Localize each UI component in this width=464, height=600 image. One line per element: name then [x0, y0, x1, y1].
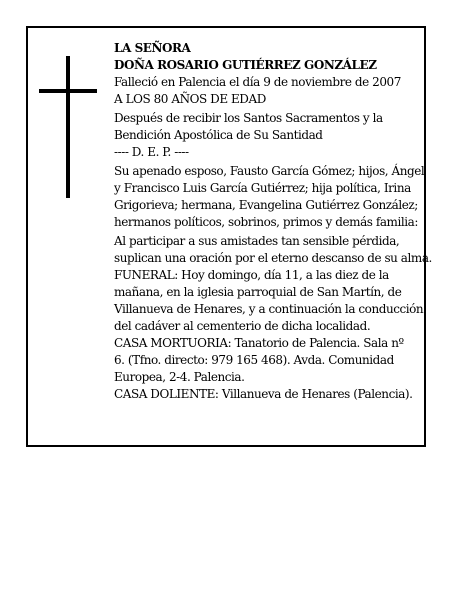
funeral-line: FUNERAL: Hoy domingo, día 11, a las diez de la	[114, 268, 389, 282]
family-line: y Francisco Luis García Gutiérrez; hija política, Irina	[114, 181, 411, 195]
cross-icon	[39, 56, 97, 198]
notice-title: LA SEÑORA	[114, 41, 191, 55]
mourning-house-line: CASA DOLIENTE: Villanueva de Henares (Palencia).	[114, 387, 413, 401]
funeral-line: Villanueva de Henares, y a continuación la conducción	[114, 302, 424, 316]
age-at-death: A LOS 80 AÑOS DE EDAD	[114, 92, 266, 106]
sacraments-line: Bendición Apostólica de Su Santidad	[114, 128, 323, 142]
notice-text	[114, 40, 432, 403]
family-line: Grigorieva; hermana, Evangelina Gutiérrez González;	[114, 198, 418, 212]
obituary-notice	[26, 26, 432, 447]
rip-line: ---- D. E. P. ----	[114, 145, 189, 159]
funeral-line: del cadáver al cementerio de dicha localidad.	[114, 319, 371, 333]
request-line: suplican una oración por el eterno descanso de su alma.	[114, 251, 432, 265]
family-line: Su apenado esposo, Fausto García Gómez; hijos, Ángel	[114, 164, 425, 178]
mortuary-line: 6. (Tfno. directo: 979 165 468). Avda. Comunidad	[114, 353, 394, 367]
death-info: Falleció en Palencia el día 9 de noviembre de 2007	[114, 75, 401, 89]
funeral-line: mañana, en la iglesia parroquial de San Martín, de	[114, 285, 402, 299]
family-line: hermanos políticos, sobrinos, primos y demás familia:	[114, 215, 418, 229]
cross-horizontal-bar	[39, 89, 97, 93]
mortuary-line: CASA MORTUORIA: Tanatorio de Palencia. Sala nº	[114, 336, 404, 350]
deceased-name: DOÑA ROSARIO GUTIÉRREZ GONZÁLEZ	[114, 58, 377, 72]
sacraments-line: Después de recibir los Santos Sacramentos y la	[114, 111, 383, 125]
request-line: Al participar a sus amistades tan sensible pérdida,	[114, 234, 400, 248]
mortuary-line: Europea, 2-4. Palencia.	[114, 370, 245, 384]
cross-vertical-bar	[66, 56, 70, 198]
